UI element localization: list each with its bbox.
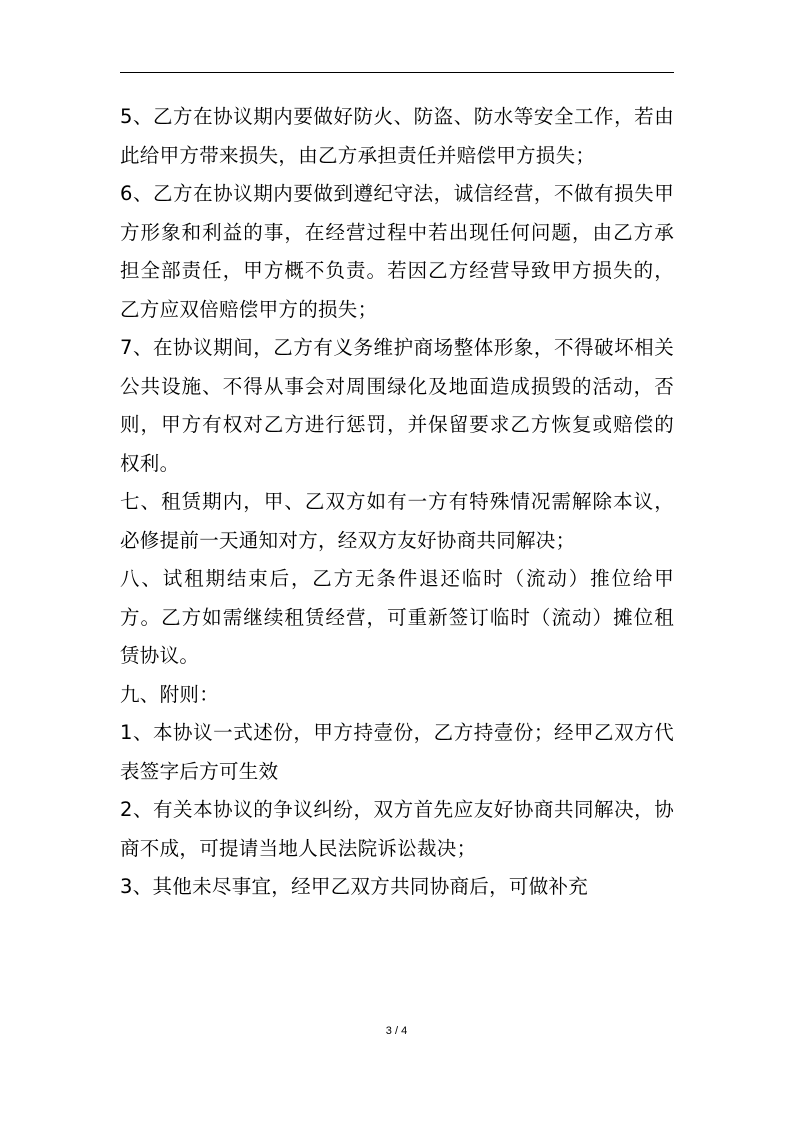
paragraph-appendix-1: 1、本协议一式述份，甲方持壹份，乙方持壹份；经甲乙双方代表签字后方可生效: [120, 721, 674, 783]
paragraph-section-8: 八、试租期结束后，乙方无条件退还临时（流动）推位给甲方。乙方如需继续租赁经营，可重新签订临时（流动）摊位租赁协议。: [120, 567, 674, 667]
paragraph-clause-7: 7、在协议期间，乙方有义务维护商场整体形象，不得破坏相关公共设施、不得从事会对周围绿化及地面造成损毁的活动，否则，甲方有权对乙方进行惩罚，并保留要求乙方恢复或赔偿的权利。: [120, 336, 674, 475]
paragraph-clause-5: 5、乙方在协议期内要做好防火、防盗、防水等安全工作，若由此给甲方带来损失，由乙方承担责任并赔偿甲方损失；: [120, 105, 674, 167]
document-body: [120, 98, 674, 907]
paragraph-appendix-2: 2、有关本协议的争议纠纷，双方首先应友好协商共同解决，协商不成，可提请当地人民法院诉讼裁决；: [120, 798, 674, 860]
header-rule: [120, 72, 674, 73]
paragraph-section-7: 七、租赁期内，甲、乙双方如有一方有特殊情况需解除本议，必修提前一天通知对方，经双方友好协商共同解决；: [120, 490, 674, 552]
section-heading-appendix: 九、附则：: [120, 682, 220, 706]
page-number: 3 / 4: [385, 1025, 408, 1037]
paragraph-clause-6: 6、乙方在协议期内要做到遵纪守法，诚信经营，不做有损失甲方形象和利益的事，在经营过程中若出现任何问题，由乙方承担全部责任，甲方概不负责。若因乙方经营导致甲方损失的，乙方应双倍赔偿甲方的损失；: [120, 182, 674, 321]
paragraph-appendix-3: 3、其他未尽事宜，经甲乙双方共同协商后，可做补充: [120, 875, 589, 898]
